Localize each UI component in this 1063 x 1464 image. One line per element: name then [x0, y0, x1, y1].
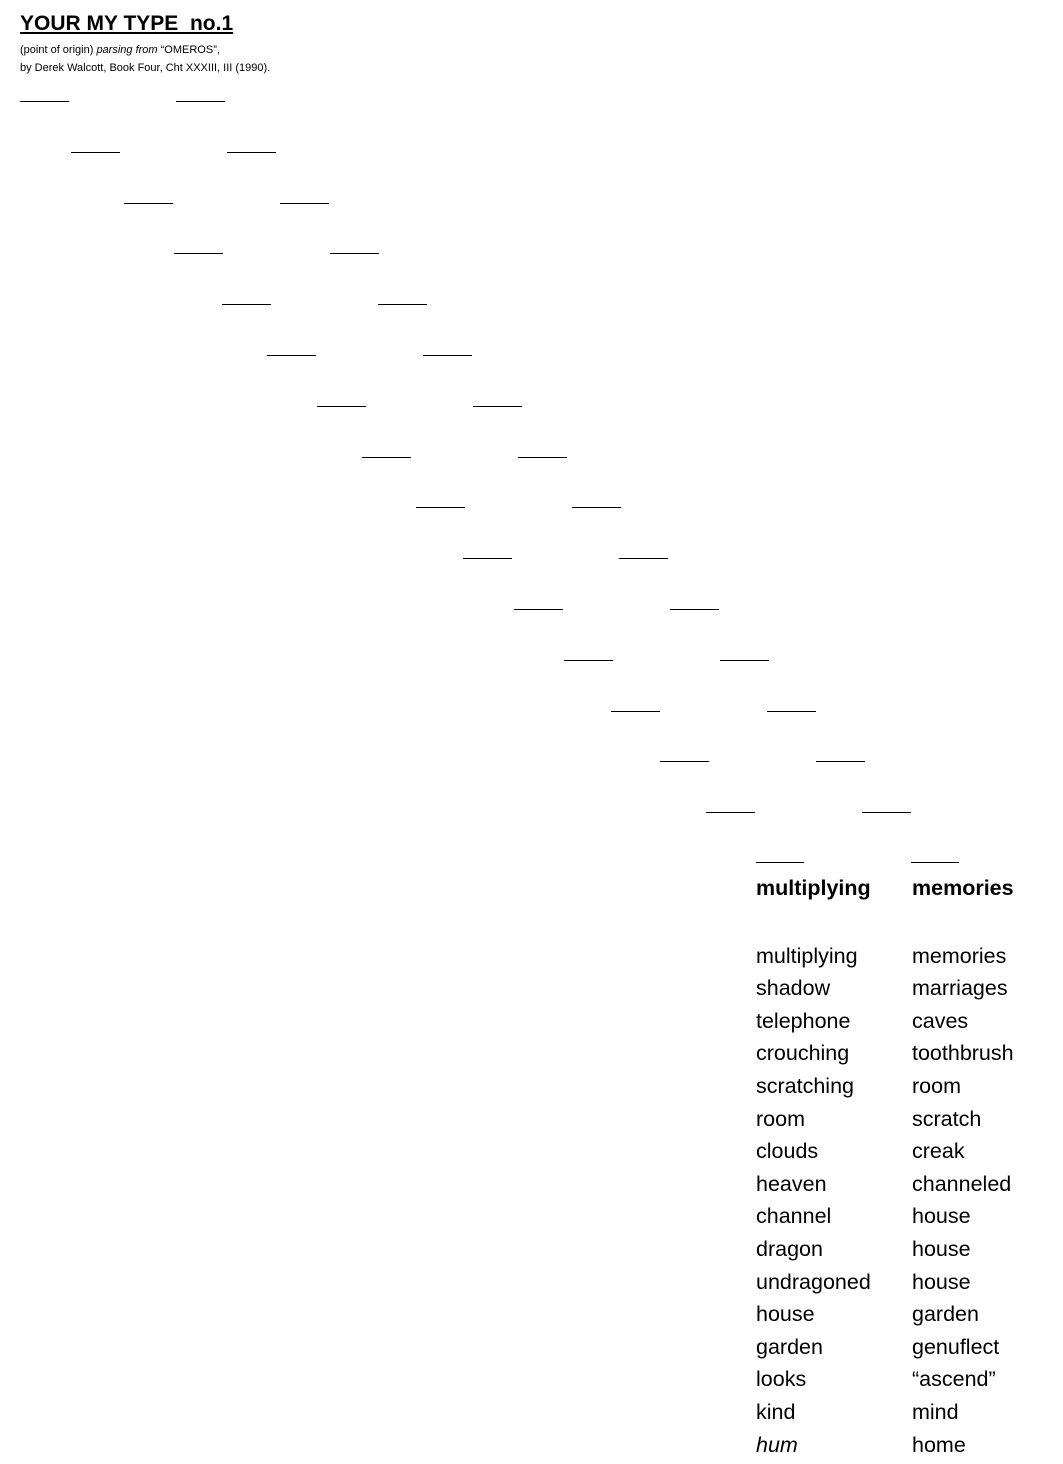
word-item: multiplying [756, 943, 858, 968]
word-item: garden [756, 1334, 823, 1359]
word-item: hum [756, 1432, 798, 1457]
subtitle-prefix: (point of origin) [20, 44, 97, 56]
word-column-right [912, 872, 1014, 1461]
word-item: house [912, 1236, 971, 1261]
word-item: memories [912, 943, 1007, 968]
word-item: heaven [756, 1171, 827, 1196]
word-item: marriages [912, 976, 1008, 1001]
word-item: mind [912, 1399, 959, 1424]
word-item: toothbrush [912, 1041, 1014, 1066]
subtitle-suffix: “OMEROS”, [157, 44, 220, 56]
subtitle [20, 41, 270, 77]
blank-dash-left [564, 660, 613, 661]
word-item: telephone [756, 1008, 851, 1033]
blank-dash-right [619, 558, 668, 559]
blank-dash-right [911, 862, 959, 863]
blank-dash-left [267, 355, 316, 356]
blank-dash-left [20, 101, 69, 102]
column-heading-left: multiplying [756, 876, 871, 900]
word-item: clouds [756, 1139, 819, 1164]
word-item: caves [912, 1008, 969, 1033]
word-item: “ascend” [912, 1367, 996, 1392]
blank-dash-right [176, 101, 225, 102]
word-item: scratching [756, 1073, 854, 1098]
page-title: YOUR MY TYPE no.1 [20, 12, 234, 35]
word-item: crouching [756, 1041, 850, 1066]
word-column-left [756, 872, 871, 1461]
word-item: garden [912, 1302, 979, 1327]
blank-dash-right [862, 812, 911, 813]
blank-dash-left [463, 558, 512, 559]
word-item: looks [756, 1367, 807, 1392]
word-item: channel [756, 1204, 832, 1229]
word-list-left [756, 940, 871, 1462]
blank-dash-right [330, 253, 379, 254]
blank-dash-right [670, 609, 719, 610]
blank-dash-right [572, 507, 621, 508]
word-list-right [912, 940, 1014, 1462]
blank-dash-left [706, 812, 755, 813]
word-item: house [756, 1302, 815, 1327]
word-item: home [912, 1432, 966, 1457]
blank-dash-left [611, 711, 660, 712]
word-item: kind [756, 1399, 796, 1424]
column-heading-right: memories [912, 876, 1014, 900]
blank-dash-left [362, 457, 411, 458]
blank-dash-left [317, 406, 366, 407]
word-item: room [912, 1073, 961, 1098]
blank-dash-left [514, 609, 563, 610]
word-item: creak [912, 1139, 965, 1164]
blank-dash-left [756, 862, 804, 863]
blank-dash-left [71, 152, 120, 153]
blank-dash-right [473, 406, 522, 407]
blank-dash-left [124, 203, 173, 204]
blank-dash-right [423, 355, 472, 356]
blank-dash-right [720, 660, 769, 661]
word-item: dragon [756, 1236, 823, 1261]
blank-dash-right [767, 711, 816, 712]
blank-dash-left [416, 507, 465, 508]
word-item: undragoned [756, 1269, 871, 1294]
blank-dash-left [222, 304, 271, 305]
subtitle-italic: parsing from [96, 44, 158, 56]
blank-dash-left [660, 761, 709, 762]
word-item: scratch [912, 1106, 982, 1131]
blank-dash-right [280, 203, 329, 204]
subtitle-line-2: by Derek Walcott, Book Four, Cht XXXIII, III (1990). [20, 62, 271, 74]
word-item: house [912, 1204, 971, 1229]
blank-dash-right [378, 304, 427, 305]
word-item: room [756, 1106, 805, 1131]
blank-dash-right [816, 761, 865, 762]
blank-dash-right [227, 152, 276, 153]
word-item: shadow [756, 976, 831, 1001]
word-item: channeled [912, 1171, 1012, 1196]
word-item: genuflect [912, 1334, 1000, 1359]
subtitle-line-1 [20, 41, 270, 59]
blank-dash-left [174, 253, 223, 254]
word-item: house [912, 1269, 971, 1294]
blank-dash-right [518, 457, 567, 458]
